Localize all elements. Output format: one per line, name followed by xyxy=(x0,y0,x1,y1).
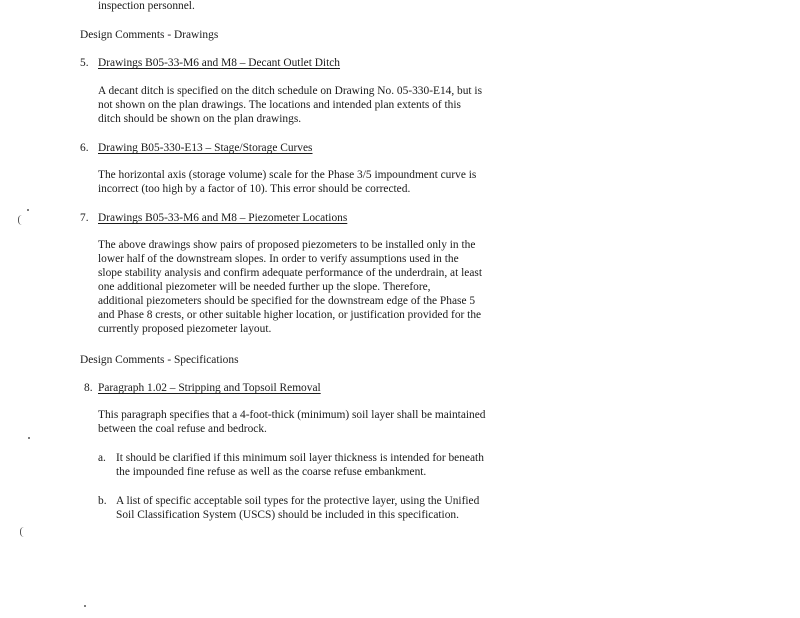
item-heading: Drawings B05-33-M6 and M8 – Piezometer Locations xyxy=(98,212,348,224)
item-heading: Drawing B05-330-E13 – Stage/Storage Curves xyxy=(98,142,313,154)
scan-speck xyxy=(28,437,30,439)
paragraph-line: lower half of the downstream slopes. In order to verify assumptions used in the xyxy=(98,253,459,265)
scan-speck xyxy=(84,605,86,607)
paragraph-line: ditch should be shown on the plan drawings. xyxy=(98,113,302,125)
scan-speck xyxy=(27,209,29,211)
item-number: 8. xyxy=(84,382,93,394)
subitem-line: the impounded fine refuse as well as the coarse refuse embankment. xyxy=(116,466,427,478)
item-heading: Drawings B05-33-M6 and M8 – Decant Outlet Ditch xyxy=(98,57,341,69)
paragraph-line: A decant ditch is specified on the ditch schedule on Drawing No. 05-330-E14, but is xyxy=(98,85,483,97)
paragraph-line: slope stability analysis and confirm adequate performance of the underdrain, at least xyxy=(98,267,482,279)
item-heading: Paragraph 1.02 – Stripping and Topsoil Removal xyxy=(98,382,321,394)
paragraph-line: not shown on the plan drawings. The locations and intended plan extents of this xyxy=(98,99,461,111)
paragraph-line: one additional piezometer will be needed further up the slope. Therefore, xyxy=(98,281,431,293)
paragraph-line: additional piezometers should be specified for the downstream edge of the Phase 5 xyxy=(98,295,476,307)
section-heading-specifications: Design Comments - Specifications xyxy=(80,354,239,366)
punch-hole-mark xyxy=(20,527,25,537)
subitem-letter: b. xyxy=(98,495,107,507)
paragraph-line: The above drawings show pairs of proposed piezometers to be installed only in the xyxy=(98,239,476,251)
item-number: 5. xyxy=(80,57,89,69)
paragraph-line: between the coal refuse and bedrock. xyxy=(98,423,267,435)
subitem-line: It should be clarified if this minimum soil layer thickness is intended for beneath xyxy=(116,452,484,464)
subitem-line: A list of specific acceptable soil types for the protective layer, using the Unified xyxy=(116,495,480,507)
paragraph-line: The horizontal axis (storage volume) scale for the Phase 3/5 impoundment curve is xyxy=(98,169,477,181)
paragraph-line: and Phase 8 crests, or other suitable higher location, or justification provided for the xyxy=(98,309,482,321)
subitem-line: Soil Classification System (USCS) should be included in this specification. xyxy=(116,509,459,521)
subitem-letter: a. xyxy=(98,452,106,464)
section-heading-drawings: Design Comments - Drawings xyxy=(80,29,219,41)
paragraph-line: currently proposed piezometer layout. xyxy=(98,323,272,335)
paragraph-line: incorrect (too high by a factor of 10). This error should be corrected. xyxy=(98,183,411,195)
punch-hole-mark xyxy=(18,215,23,225)
paragraph-line: This paragraph specifies that a 4-foot-thick (minimum) soil layer shall be maintained xyxy=(98,409,486,421)
item-number: 7. xyxy=(80,212,89,224)
item-number: 6. xyxy=(80,142,89,154)
intro-fragment: inspection personnel. xyxy=(98,0,195,12)
